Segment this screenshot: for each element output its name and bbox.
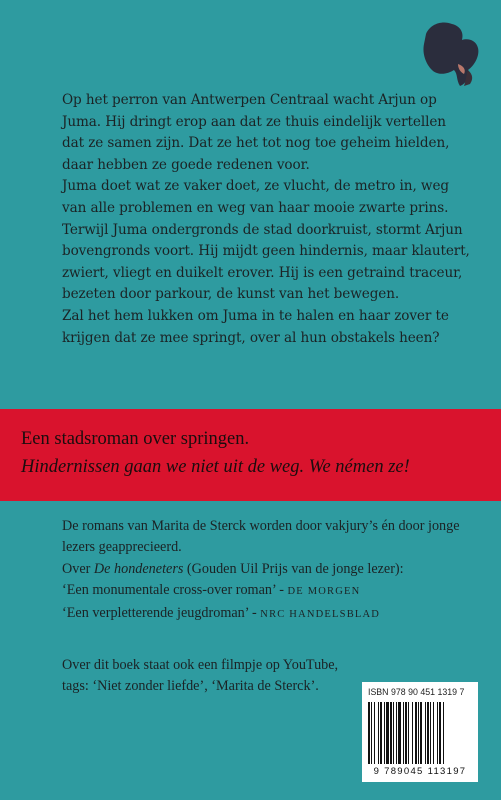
barcode-number: 9 789045 113197 [373, 766, 467, 777]
youtube-note-text: Over dit boek staat ook een filmpje op YouTube, tags: ‘Niet zonder liefde’, ‘Marita de Sterck’. [62, 657, 339, 695]
tagline: Een stadsroman over springen. [21, 429, 250, 449]
barcode-bars [368, 702, 472, 766]
back-cover-blurb [62, 90, 472, 349]
quote-2-source: NRC HANDELSBLAD [260, 608, 381, 620]
barcode-box [362, 682, 478, 782]
blurb-paragraph-1: Op het perron van Antwerpen Centraal wacht Arjun op Juma. Hij dringt erop aan dat ze thuis eindelijk vertellen dat ze samen zijn. Dat ze het tot nog toe geheim hielden, daar hebben ze goede redenen voor. [62, 92, 450, 173]
quote-1-sep: - [275, 582, 288, 599]
quote-1-source: DE MORGEN [287, 586, 361, 598]
reviews-book-line [62, 559, 482, 580]
reviews-intro: De romans van Marita de Sterck worden door vakjury’s én door jonge lezers geapprecieerd. [62, 518, 460, 556]
isbn-label: ISBN 978 90 451 1319 7 [368, 687, 465, 697]
review-quote-1 [62, 580, 482, 602]
over-prefix: Over [62, 560, 94, 577]
motto: Hindernissen gaan we niet uit de weg. We némen ze! [21, 457, 410, 477]
jumping-figure-icon [408, 14, 488, 94]
quote-2-sep: - [248, 604, 261, 621]
youtube-note [62, 655, 352, 698]
quote-2-text: ‘Een verpletterende jeugdroman’ [62, 604, 249, 621]
over-suffix: (Gouden Uil Prijs van de jonge lezer): [183, 560, 404, 577]
blurb-paragraph-2: Juma doet wat ze vaker doet, ze vlucht, de metro in, weg van alle problemen en weg van haar mooie zwarte prins. Terwijl Juma ondergronds de stad doorkruist, stormt Arjun bovengronds voort. Hij mijdt geen hindernis, maar klautert, zwiert, vliegt en duikelt erover. Hij is een getraind traceur, bezeten door parkour, de kunst van het bewegen. [62, 178, 470, 303]
blurb-paragraph-3: Zal het hem lukken om Juma in te halen en haar zover te krijgen dat ze mee springt, over al hun obstakels heen? [62, 307, 449, 346]
quote-1-text: ‘Een monumentale cross-over roman’ [62, 582, 276, 599]
book-title: De hondeneters [93, 560, 184, 577]
review-quote-2 [62, 603, 482, 625]
reviews-section [62, 516, 482, 625]
red-tagline-band [0, 409, 501, 501]
